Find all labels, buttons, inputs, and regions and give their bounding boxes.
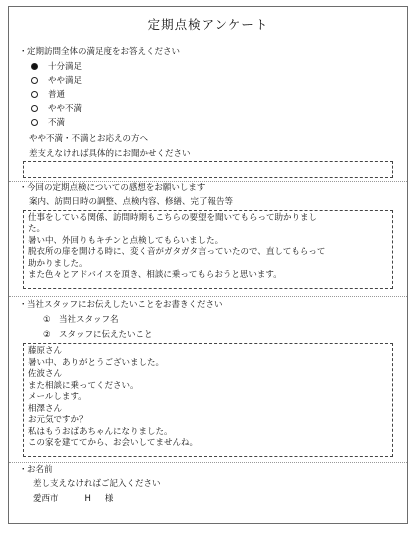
page-title: 定期点検アンケート [147,17,269,32]
radio-icon[interactable] [31,77,38,84]
option-dissatisfied[interactable]: 不満 [31,118,397,132]
name-initial: H [84,493,91,504]
question-name [19,465,397,505]
answer-line: 暑い中、ありがとうございました。 [28,357,165,368]
answer-line: 脱衣所の扉を開ける時に、変く音がガタガタ言っていたので、直してもらって [28,247,326,258]
radio-icon[interactable] [31,119,38,126]
question-name-label: ・お名前 [19,465,53,475]
answer-line: 藤原さん [28,346,63,357]
answer-line: お元気ですか？ [28,415,88,426]
answer-line: 佐波さん [28,369,63,380]
staff-message-item: ② スタッフに伝えたいこと [43,329,153,340]
question-satisfaction [19,47,397,178]
name-field[interactable] [33,494,397,505]
answer-line: この家を建ててから、お会いしてませんね。 [28,438,199,449]
follow-up-request: 差支えなければ具体的にお聞かせください [29,148,191,159]
answer-line: 相澤さん [28,403,63,414]
question-satisfaction-label: ・定期訪問全体の満足度をお答えください [19,47,181,57]
option-somewhat-dissatisfied[interactable]: やや不満 [31,104,397,118]
section-divider [9,181,407,182]
impressions-hint: 案内、訪問日時の調整、点検内容、修繕、完了報告等 [29,197,234,208]
option-very-satisfied[interactable]: 十分満足 [31,62,397,76]
bullet: ・ [19,47,28,57]
option-somewhat-satisfied[interactable]: やや満足 [31,76,397,90]
name-suffix: 様 [104,493,114,504]
radio-icon[interactable] [31,105,38,112]
satisfaction-options [19,62,397,132]
bullet: ・ [19,465,28,475]
section-divider [9,296,407,297]
name-city: 愛西市 [33,493,59,504]
question-impressions-label: ・今回の定期点検についての感想をお願いします [19,183,206,193]
bullet: ・ [19,300,28,310]
survey-sheet [8,6,408,524]
radio-selected-icon[interactable] [31,63,38,70]
answer-line: また相談に乗ってください。 [28,380,139,391]
staff-message-answer-field[interactable] [23,343,393,457]
answer-line: また色々とアドバイスを頂き、相談に乗ってもらおうと思います。 [28,270,282,281]
answer-line: メールします。 [28,392,87,403]
answer-line: た。 [28,224,46,235]
answer-line: 仕事をしている関係、訪問時期もこちらの要望を聞いてもらって助かりまし [28,212,318,223]
name-hint: 差し支えなければご記入ください [33,479,161,490]
bullet: ・ [19,183,28,193]
radio-icon[interactable] [31,91,38,98]
dissatisfaction-detail-field[interactable] [23,161,393,178]
option-neutral[interactable]: 普通 [31,90,397,104]
section-divider [9,462,407,463]
question-staff-message-label: ・当社スタッフにお伝えしたいことをお書きください [19,300,223,310]
answer-line: 助かりました。 [28,258,88,269]
answer-line: 私はもうおばあちゃんになりました。 [28,426,173,437]
impressions-answer-field[interactable] [23,210,393,289]
staff-name-item: ① 当社スタッフ名 [43,315,119,326]
follow-up-note: やや不満・不満とお応えの方へ [29,134,149,145]
question-impressions [19,183,397,289]
question-staff-message [19,300,397,457]
answer-line: 暑い中、外回りもキチンと点検してもらいました。 [28,235,224,246]
